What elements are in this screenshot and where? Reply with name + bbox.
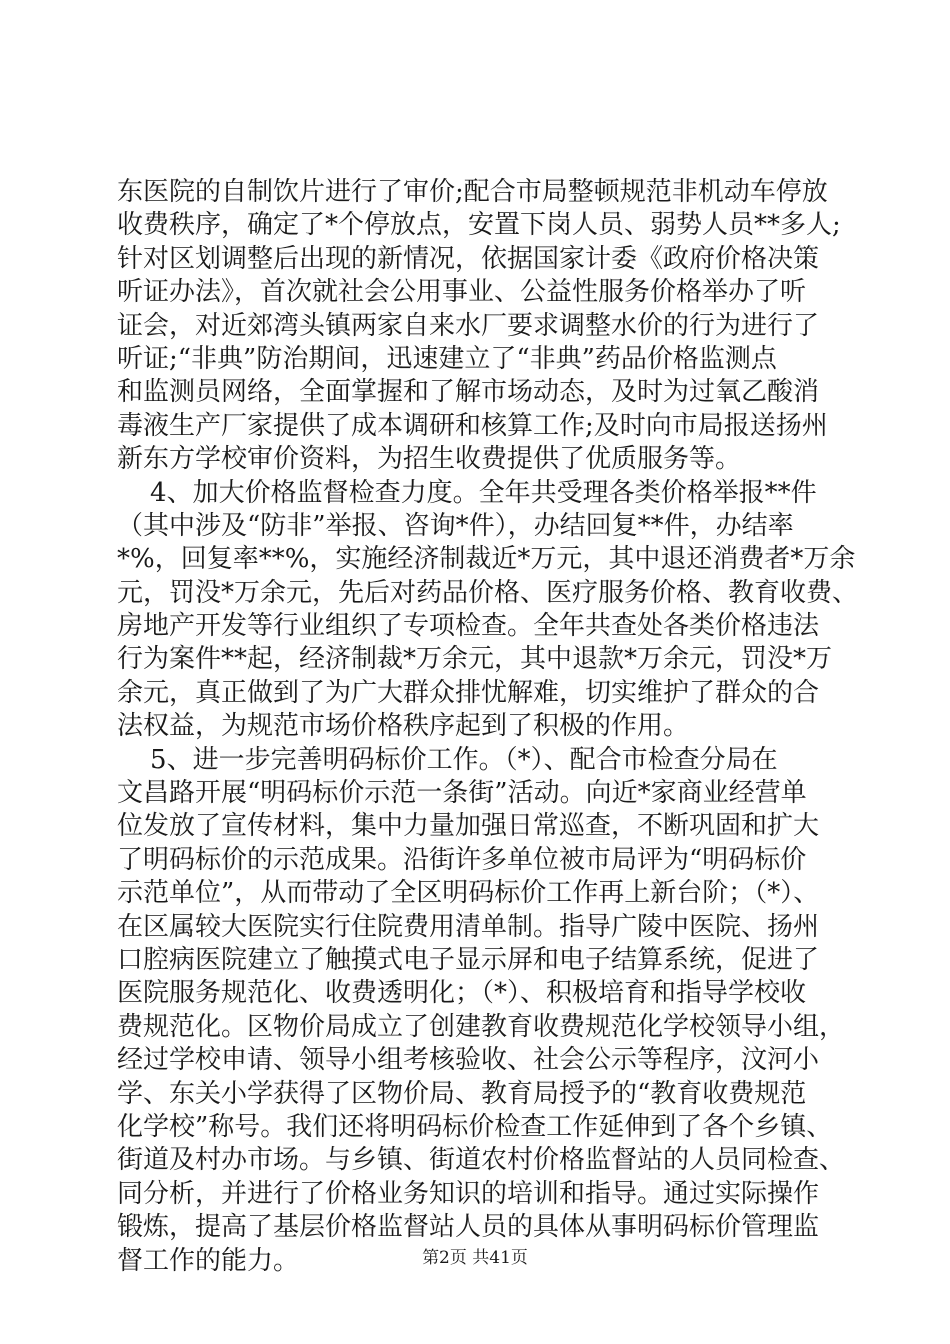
text-line: 行为案件**起，经济制裁*万余元，其中退款*万余元，罚没*万 bbox=[117, 644, 833, 675]
text-line: （其中涉及“防非”举报、咨询*件），办结回复**件，办结率 bbox=[117, 510, 794, 541]
text-line: 听证办法》，首次就社会公用事业、公益性服务价格举办了听 bbox=[117, 277, 807, 308]
text-line: 和监测员网络，全面掌握和了解市场动态，及时为过氧乙酸消 bbox=[117, 377, 820, 408]
text-line: 锻炼，提高了基层价格监督站人员的具体从事明码标价管理监 bbox=[117, 1212, 820, 1243]
body-text bbox=[117, 176, 857, 1278]
text-line: 听证;“非典”防治期间，迅速建立了“非典”药品价格监测点 bbox=[117, 343, 777, 374]
text-line: 化学校”称号。我们还将明码标价检查工作延伸到了各个乡镇、 bbox=[117, 1111, 833, 1142]
text-line: 4、加大价格监督检查力度。全年共受理各类价格举报**件 bbox=[117, 477, 817, 508]
text-line: 街道及村办市场。与乡镇、街道农村价格监督站的人员同检查、 bbox=[117, 1145, 846, 1176]
text-line: 同分析，并进行了价格业务知识的培训和指导。通过实际操作 bbox=[117, 1178, 820, 1209]
text-line: 费规范化。区物价局成立了创建教育收费规范化学校领导小组， bbox=[117, 1011, 846, 1042]
text-line: 文昌路开展“明码标价示范一条街”活动。向近*家商业经营单 bbox=[117, 778, 807, 809]
text-line: 房地产开发等行业组织了专项检查。全年共查处各类价格违法 bbox=[117, 611, 820, 642]
text-line: 示范单位”，从而带动了全区明码标价工作再上新台阶；（*）、 bbox=[117, 878, 820, 909]
text-line: 经过学校申请、领导小组考核验收、社会公示等程序，汶河小 bbox=[117, 1045, 820, 1076]
text-line: 在区属较大医院实行住院费用清单制。指导广陵中医院、扬州 bbox=[117, 911, 820, 942]
text-line: 口腔病医院建立了触摸式电子显示屏和电子结算系统，促进了 bbox=[117, 944, 820, 975]
text-line: 东医院的自制饮片进行了审价;配合市局整顿规范非机动车停放 bbox=[117, 177, 828, 207]
text-line: 收费秩序，确定了*个停放点，安置下岗人员、弱势人员**多人; bbox=[117, 210, 841, 241]
page-footer: 第2页 共41页 bbox=[422, 1248, 528, 1268]
text-line: 针对区划调整后出现的新情况，依据国家计委《政府价格决策 bbox=[117, 243, 820, 274]
text-line: 5、进一步完善明码标价工作。（*）、配合市检查分局在 bbox=[117, 744, 778, 775]
text-line: *%，回复率**%，实施经济制裁近*万元，其中退还消费者*万余 bbox=[117, 544, 856, 575]
text-line: 了明码标价的示范成果。沿街许多单位被市局评为“明码标价 bbox=[117, 844, 807, 875]
text-line: 法权益，为规范市场价格秩序起到了积极的作用。 bbox=[117, 711, 690, 742]
text-line: 元，罚没*万余元，先后对药品价格、医疗服务价格、教育收费、 bbox=[117, 577, 859, 608]
text-line: 位发放了宣传材料，集中力量加强日常巡查，不断巩固和扩大 bbox=[117, 811, 820, 842]
text-line: 余元，真正做到了为广大群众排忧解难，切实维护了群众的合 bbox=[117, 677, 820, 708]
text-line: 医院服务规范化、收费透明化；（*）、积极培育和指导学校收 bbox=[117, 978, 807, 1009]
text-line: 证会，对近郊湾头镇两家自来水厂要求调整水价的行为进行了 bbox=[117, 310, 820, 341]
text-line: 督工作的能力。 bbox=[117, 1245, 300, 1276]
text-line: 毒液生产厂家提供了成本调研和核算工作;及时向市局报送扬州 bbox=[117, 410, 828, 441]
text-line: 学、东关小学获得了区物价局、教育局授予的“教育收费规范 bbox=[117, 1078, 807, 1109]
text-line: 新东方学校审价资料，为招生收费提供了优质服务等。 bbox=[117, 444, 742, 475]
